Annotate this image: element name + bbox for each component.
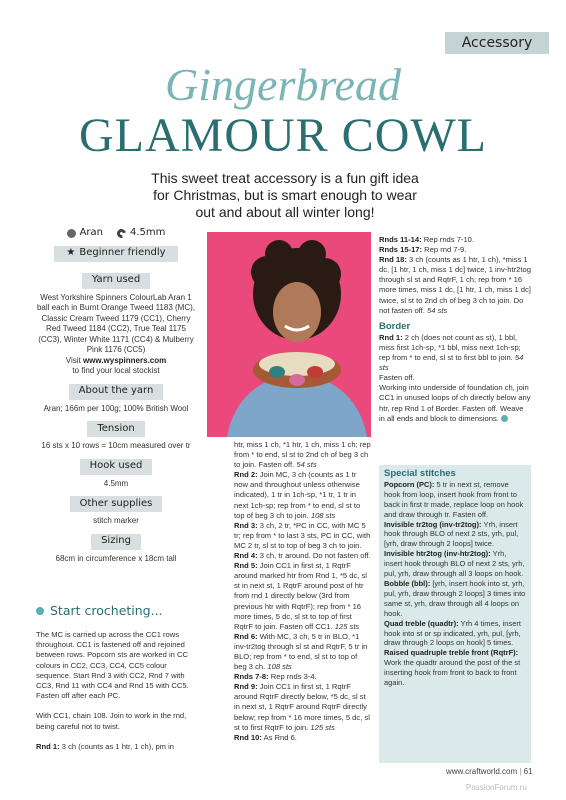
about-yarn-text: Aran; 166m per 100g; 100% British Wool xyxy=(43,403,189,413)
stitch-definition xyxy=(384,619,526,649)
round-text: Join CC1 in first st, 1 RqtrF around marked htr from Rnd 1, *5 dc, sl st in next st, 1 RqtrF around post of htr from rnd 1 directly below (3rd from previous htr with RqtrF); rep from * 16 more times, 5 dc, sl st to top of first RqtrF to join. Fasten off CC1. xyxy=(234,561,367,631)
start-heading-text: Start crocheting... xyxy=(50,603,163,618)
intro-paragraph: The MC is carried up across the CC1 rows throughout. CC1 is fastened off and rejoined between rows. Popcorn sts are worked in CC colours in CC2, CC3, CC4, CC5 colour sequence. Start Rnd 3 with CC2, Rnd 7 with CC3, Rnd 11 with CC4 and Rnd 15 with CC5. Fasten off after each PC. xyxy=(36,630,189,701)
stitch-text: 5 tr in next st, remove hook from loop, insert hook from front to back in first tr made, replace loop on hook and draw through tr. Fasten off. xyxy=(384,479,524,519)
round-label: Rnd 2: xyxy=(234,470,258,480)
round-label: Rnd 10: xyxy=(234,732,262,742)
watermark: PassionForum.ru xyxy=(466,783,527,792)
round-label: Rnd 18: xyxy=(379,255,407,265)
round-text: Join CC1 in first st, 1 RqtrF around RqtrF directly below, *5 dc, sl st in next st, 1 RqtrF around RqtrF directly below; rep from * 16 more times, 5 dc, sl st to first RqtrF to join. xyxy=(234,682,370,732)
round-text: With MC, 3 ch, 5 tr in BLO, *1 inv-tr2tog through sl st and RqtrF, 5 tr in BLO; rep from * to end, sl st to top of beg 3 ch. xyxy=(234,631,368,672)
rounds-11-14 xyxy=(379,235,531,245)
about-yarn-label: About the yarn xyxy=(69,384,164,400)
foundation-paragraph: With CC1, chain 108. Join to work in the rnd, being careful not to twist. xyxy=(36,711,187,731)
end-mark-icon xyxy=(501,415,508,422)
visit-suffix: to find your local stockist xyxy=(72,366,160,375)
special-stitches-heading: Special stitches xyxy=(384,468,456,479)
round-2 xyxy=(234,470,371,520)
round-text: Rep rnd 7-9. xyxy=(424,245,467,255)
stitch-definition xyxy=(384,480,526,520)
hook-used-text: 4.5mm xyxy=(103,478,129,488)
instructions-column-1 xyxy=(36,630,199,762)
round-9 xyxy=(234,682,371,732)
stitch-name: Invisible htr2tog (inv-htr2tog): xyxy=(384,549,491,559)
border-round-1 xyxy=(379,333,531,373)
page-footer xyxy=(446,767,533,776)
star-icon: ★ xyxy=(66,247,76,259)
round-label: Rnd 4: xyxy=(234,551,258,561)
yarn-ball-icon xyxy=(67,229,76,238)
rounds-15-17 xyxy=(379,245,531,255)
stitch-count: 125 sts xyxy=(310,722,335,732)
stitch-text: Yrh, insert hook through BLO of next 2 sts, yrh, pul, yrh, draw through all 3 loops on hook. xyxy=(384,549,525,579)
tension-text: 16 sts x 10 rows = 10cm measured over tr xyxy=(41,441,191,450)
finishing-text xyxy=(379,383,531,423)
other-supplies-label: Other supplies xyxy=(70,496,163,512)
round-label: Rnd 9: xyxy=(234,682,258,692)
stitch-name: Bobble (bbl): xyxy=(384,578,431,588)
round-18 xyxy=(379,255,531,316)
round-3 xyxy=(234,521,371,551)
stitch-definition xyxy=(384,520,526,550)
stitch-text: Yrh 4 times, insert hook into st or sp indicated, yrh, pul, [yrh, draw through 2 loops on hook] 5 times. xyxy=(384,618,521,648)
round-label: Rnds 15-17: xyxy=(379,245,423,255)
footer-site[interactable]: www.craftworld.com xyxy=(446,767,518,776)
round-label: Rnds 7-8: xyxy=(234,672,269,682)
stitch-text: Work the quadtr around the post of the st inserting hook from front to back to front again. xyxy=(384,658,521,688)
round-text: As Rnd 6. xyxy=(263,732,297,742)
round-text: 3 ch (counts as 1 htr, 1 ch), *miss 1 dc, [1 htr, 1 ch, miss 1 dc] twice, 1 inv-htr2tog through sl st and RqtrF, 1 ch; rep from * 16 more times, miss 1 dc, [1 htr, 1 ch, miss 1 dc] twice, sl st to 2nd ch of beg 3 ch to join. Do not fasten off. xyxy=(379,255,531,315)
model-illustration xyxy=(207,232,371,437)
stitch-count: 54 sts xyxy=(379,353,524,373)
visit-line xyxy=(36,356,196,367)
round-6 xyxy=(234,632,371,672)
section-tag: Accessory xyxy=(445,32,549,54)
round-text: 3 ch, tr around. Do not fasten off. xyxy=(259,551,371,561)
instructions-column-3 xyxy=(379,235,531,424)
stitch-text: Yrh, insert hook through BLO of next 2 sts, yrh, pul, [yrh, draw through 2 loops] twice. xyxy=(384,519,519,549)
hook-size: 4.5mm xyxy=(130,227,166,238)
stitch-definition xyxy=(384,648,526,688)
round-label: Rnd 1: xyxy=(36,741,60,751)
finishing-body: Working into underside of foundation ch, join CC1 in unused loops of ch directly below any htr, rep Rnd 1 of Border. Fasten off. Weave in all ends and block to dimensions. xyxy=(379,383,531,423)
level-badge xyxy=(54,246,178,262)
stitch-definition xyxy=(384,549,526,579)
stitch-name: Popcorn (PC): xyxy=(384,479,435,489)
fasten-off: Fasten off. xyxy=(379,373,415,383)
stitch-count: 108 sts xyxy=(267,662,292,672)
round-label: Rnd 1: xyxy=(379,332,403,342)
pattern-info-sidebar xyxy=(36,228,196,564)
round-label: Rnds 11-14: xyxy=(379,235,422,244)
model-photo xyxy=(207,232,371,437)
instructions-column-2 xyxy=(234,440,371,743)
title-line-1: Gingerbread xyxy=(165,59,401,110)
footer-divider: | xyxy=(519,767,524,776)
yarn-weight-hook-row xyxy=(36,228,196,239)
sizing-label: Sizing xyxy=(91,534,141,550)
visit-url[interactable]: www.wyspinners.com xyxy=(82,355,167,365)
level-text: Beginner friendly xyxy=(79,247,166,259)
title-line-2: GLAMOUR COWL xyxy=(79,109,487,162)
stitch-name: Invisible tr2tog (inv-tr2tog): xyxy=(384,519,482,529)
round-1-start xyxy=(36,742,199,752)
round-text: htr, miss 1 ch, *1 htr, 1 ch, miss 1 ch; rep from * to end, sl st to 2nd ch of beg 3 ch to join. Fasten off. xyxy=(234,440,371,470)
round-10 xyxy=(234,733,371,743)
stitch-count: 125 sts xyxy=(334,621,360,631)
round-label: Rnd 6: xyxy=(234,631,258,641)
visit-prefix: Visit xyxy=(65,355,81,365)
round-4 xyxy=(234,551,371,561)
page-number: 61 xyxy=(523,767,533,776)
stitch-count: 108 sts xyxy=(310,510,336,520)
tension-label: Tension xyxy=(87,421,144,437)
stitch-name: Raised quadruple treble front (RqtrF): xyxy=(384,648,519,658)
round-1-cont xyxy=(234,440,371,470)
special-stitches-box xyxy=(379,465,531,763)
hook-icon xyxy=(115,227,127,239)
border-heading: Border xyxy=(379,320,411,332)
other-supplies-text: stitch marker xyxy=(93,516,139,525)
standfirst: This sweet treat accessory is a fun gift idea for Christmas, but is smart enough to wear out and about all winter long! xyxy=(151,170,419,220)
round-text: Rep rnds 3-4. xyxy=(270,672,317,682)
round-text: 2 ch (does not count as st), 1 bbl, miss first 1ch-sp, *1 bbl, miss next 1ch-sp; rep from * to end, sl st to first bbl to join. xyxy=(379,332,521,363)
yarn-weight: Aran xyxy=(79,227,104,238)
round-5 xyxy=(234,561,371,632)
round-text: Join MC, 3 ch (counts as 1 tr now and throughout unless otherwise indicated), 1 tr in 1ch-sp, *1 tr, 1 tr in next 1ch-sp; rep from * to end, sl st to top of beg 3 ch to join. xyxy=(234,470,361,520)
stitch-text: [yrh, insert hook into st, yrh, pul, yrh, draw through 2 loops] 3 times into same st, yrh, draw through all 4 loops on hook. xyxy=(384,578,526,618)
stitch-count: 54 sts xyxy=(296,460,317,470)
round-text: 3 ch (counts as 1 htr, 1 ch), pm in xyxy=(61,741,175,751)
round-label: Rnd 3: xyxy=(234,520,258,530)
hook-used-label: Hook used xyxy=(80,459,153,475)
sizing-text: 68cm in circumference x 18cm tall xyxy=(55,553,177,563)
round-text: 3 ch, 2 tr, *PC in CC, with MC 5 tr; rep from * to last 3 sts, PC in CC, with MC 2 tr, sl st to top of beg 3 ch to join. xyxy=(234,520,371,550)
rounds-7-8 xyxy=(234,672,371,682)
bullet-dot-icon xyxy=(36,607,44,615)
yarn-used-label: Yarn used xyxy=(82,273,150,289)
round-text: Rep rnds 7-10. xyxy=(423,235,474,244)
stitch-definition xyxy=(384,579,526,619)
stitch-count: 54 sts xyxy=(427,305,448,315)
stitch-name: Quad treble (quadtr): xyxy=(384,618,459,628)
start-crocheting-heading xyxy=(36,603,163,618)
yarn-used-text: West Yorkshire Spinners ColourLab Aran 1 ball each in Burnt Orange Tweed 1183 (MC), Classic Cream Tweed 1179 (CC1), Cherry Red Tweed 1184 (CC2), True Teal 1175 (CC3), Winter White 1171 (CC4) & Mulberry Pink 1176 (CC5) xyxy=(36,292,195,354)
round-label: Rnd 5: xyxy=(234,561,258,571)
